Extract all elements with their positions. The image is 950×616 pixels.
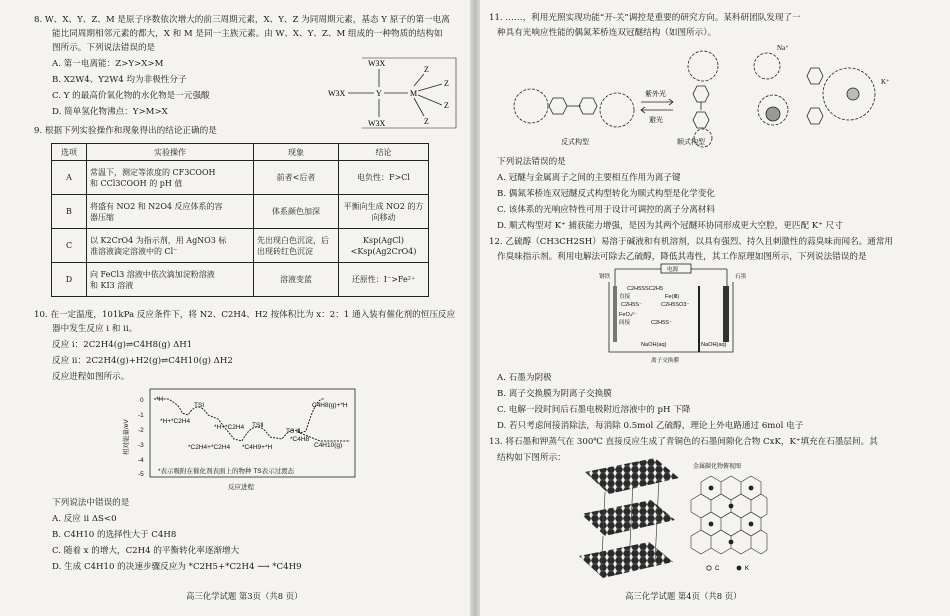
left-page-footer: 高三化学试题 第3页（共8 页） (186, 591, 303, 601)
q8-line1: 8. W、X、Y、Z、M 是原子序数依次增大的前三周期元素，X、Y、Z 为同周期元素，基态 Y 原子的第一电离 (34, 15, 450, 25)
label-ts1: TSⅠ (194, 402, 205, 409)
species-label: Fe(Ⅲ) (665, 294, 680, 300)
cis-caption: 顺式构型 (677, 138, 705, 146)
ytick-label: -5 (138, 471, 144, 478)
row-phenomenon (254, 229, 339, 263)
table-row (52, 161, 429, 195)
legend-k-label: K (745, 566, 750, 572)
op-line: 以 K2CrO4 为指示剂，用 AgNO3 标 (90, 235, 227, 245)
q11-opt-a: A. 冠醚与金属离子之间的主要相互作用为离子键 (497, 173, 681, 183)
header-conclusion: 结论 (339, 144, 429, 161)
row-conclusion: 还原性：I⁻>Fe²⁺ (339, 263, 429, 297)
y-axis-label: 相对能量/eV (123, 419, 130, 455)
label-h: *H (156, 396, 164, 403)
q10-opt-d: D. 生成 C4H10 的决速步骤反应为 *C2H5+*C2H4 ⟶ *C4H9 (52, 562, 302, 572)
op-line: 器压缩 (90, 212, 114, 222)
q11-line1: 11. ……，利用光照实现功能“开-关”调控是重要的研究方向。某科研团队发现了一 (489, 13, 801, 23)
label-c4h8-h: C4H8(g)+*H (312, 402, 348, 409)
q13-graphite-structure (575, 452, 685, 582)
q11-opt-c: C. 该体系的光响应特性可用于设计可调控的离子分离材料 (497, 205, 715, 215)
table-row (52, 195, 429, 229)
header-operation: 实验操作 (87, 144, 254, 161)
membrane-label: 离子交换膜 (651, 358, 679, 364)
right-electrode-label: 石墨 (735, 274, 747, 280)
species-label: 间接 (619, 320, 631, 326)
left-electrode-label: 钢铁 (599, 274, 611, 280)
op-line: 和 CCl3COOH 的 pH 值 (90, 178, 183, 188)
op-line: 和 KI3 溶液 (90, 280, 134, 290)
k-ion-label: K⁺ (881, 78, 890, 86)
legend-note: *表示吸附在催化剂表面上的物种 TS表示过渡态 (158, 468, 295, 475)
q11-opt-d: D. 顺式构型对 K⁺ 捕获能力增强，是因为其两个冠醚环协同形成更大空腔，更匹配 K⁺ 尺寸 (497, 221, 843, 231)
op-line: 常温下，测定等浓度的 CF3COOH (90, 167, 216, 177)
q10-reaction1: 反应 i：2C2H4(g)⇌C4H8(g) ΔH1 (52, 340, 193, 350)
right-page (475, 0, 950, 616)
q9-table (51, 143, 429, 297)
q11-stem: 下列说法错误的是 (497, 157, 566, 167)
power-label: 电源 (667, 267, 679, 273)
q9-stem: 9. 根据下列实验操作和现象得出的结论正确的是 (34, 126, 217, 136)
q12-line1: 12. 乙硫醇（CH3CH2SH）易溶于碱液和有机溶剂，以具有强烈、持久且刺激性的蒜臭味而闻名。通常用 (489, 237, 894, 247)
q8-line3: 图所示。下列说法错误的是 (52, 43, 156, 53)
row-conclusion: Ksp(AgCl)<Ksp(Ag2CrO4) (339, 229, 429, 263)
q11-opt-b: B. 偶氮苯桥连双冠醚反式构型转化为顺式构型是化学变化 (497, 189, 716, 199)
q12-opt-b: B. 离子交换膜为阴离子交换膜 (497, 389, 612, 399)
q10-reaction3: 反应进程如图所示。 (52, 372, 130, 382)
q8-opt-d: D. 简单氢化物沸点：Y>M>X (52, 107, 168, 117)
k-atom-legend-icon (737, 566, 742, 571)
q10-opt-b: B. C4H10 的选择性大于 C4H8 (52, 530, 177, 540)
table-header-row (52, 144, 429, 161)
ytick-label: 0 (140, 397, 144, 404)
species-label: C2H5SO3⁻ (661, 302, 690, 308)
label-h-c2h4: *H+*C2H4 (160, 418, 191, 425)
ytick-label: -4 (138, 457, 144, 464)
row-conclusion: 平衡向生成 NO2 的方向移动 (339, 195, 429, 229)
label-h-c2h4-b: *H+*C2H4 (214, 424, 245, 431)
na-ion-label: Na⁺ (777, 44, 789, 52)
row-option: B (52, 195, 87, 229)
ytick-label: -3 (138, 442, 144, 449)
q10-line2: 器中发生反应 i 和 ii。 (52, 324, 138, 334)
arrow-top-label: 紫外光 (645, 90, 666, 98)
ph-line: 出现砖红色沉淀 (257, 246, 313, 256)
q10-energy-diagram (110, 385, 360, 495)
struct-z2-label: Z (444, 79, 449, 88)
row-phenomenon: 溶液变蓝 (254, 263, 339, 297)
ph-line: 先出现白色沉淀，后 (257, 235, 329, 245)
label-c4h10: C4H10(g) (314, 442, 343, 449)
q12-opt-d: D. 若只考虑间接消除法，每消除 0.5mol 乙硫醇，理论上外电路通过 6mol 电子 (497, 421, 804, 431)
q8-opt-a: A. 第一电离能：Z>Y>X>M (52, 59, 164, 69)
q8-opt-c: C. Y 的最高价氧化物的水化物是一元强酸 (52, 91, 210, 101)
q12-opt-c: C. 电解一段时间后石墨电极附近溶液中的 pH 下降 (497, 405, 691, 415)
label-c4h8: *C4H8 (290, 436, 310, 443)
row-operation (87, 161, 254, 195)
species-label: C2H5SSC2H5 (627, 286, 664, 292)
trans-caption: 反式构型 (561, 138, 589, 146)
struct-z4-label: Z (424, 117, 429, 126)
c-atom-legend-icon (707, 566, 711, 570)
q11-crown-ether-diagram (509, 40, 899, 148)
q12-opt-a: A. 石墨为阴极 (497, 373, 552, 383)
row-option: D (52, 263, 87, 297)
row-operation (87, 195, 254, 229)
row-operation (87, 229, 254, 263)
row-option: C (52, 229, 87, 263)
q10-opt-a: A. 反应 ii ΔS<0 (52, 514, 117, 524)
table-row (52, 229, 429, 263)
q10-reaction2: 反应 ii：2C2H4(g)+H2(g)⇌C4H10(g) ΔH2 (52, 356, 233, 366)
q10-opt-c: C. 随着 x 的增大，C2H4 的平衡转化率逐渐增大 (52, 546, 240, 556)
x-axis-label: 反应进程 (228, 484, 254, 491)
q13-top-view (687, 460, 771, 576)
row-phenomenon: 体系颜色加深 (254, 195, 339, 229)
row-operation (87, 263, 254, 297)
op-line: 将盛有 NO2 和 N2O4 反应体系的容 (90, 201, 223, 211)
q13-line1: 13. 将石墨和钾蒸气在 300℃ 直接反应生成了青铜色的石墨间隙化合物 CxK，K⁺填充在石墨层间。其 (489, 437, 878, 447)
row-phenomenon: 前者<后者 (254, 161, 339, 195)
struct-y-label: Y (376, 89, 382, 98)
legend-c-label: C (715, 566, 720, 572)
species-label: FeO₄²⁻ (619, 312, 637, 318)
struct-left-label: W3X (328, 89, 346, 98)
q12-line2: 作臭味指示剂。利用电解法可除去乙硫醇，降低其毒性，其工作原理如图所示，下列说法错误的是 (497, 252, 867, 262)
struct-z3-label: Z (444, 101, 449, 110)
table-row (52, 263, 429, 297)
left-solution-label: NaOH(aq) (641, 342, 667, 348)
struct-m-label: M (410, 89, 418, 98)
ytick-label: -1 (138, 412, 144, 419)
struct-top-label: W3X (368, 59, 386, 68)
q12-electrolysis-diagram (599, 262, 759, 366)
q8-line2: 能比同周期相邻元素的都大，X 和 M 是同一主族元素。由 W、X、Y、Z、M 组成的一种物质的结构如 (52, 29, 443, 39)
label-c4h9-h: *C4H9+*H (242, 444, 273, 451)
label-c2h4-c2h4: *C2H4+*C2H4 (188, 444, 231, 451)
right-page-footer: 高三化学试题 第4页（共8 页） (625, 591, 742, 601)
q13-line2: 结构如下图所示： (497, 453, 566, 463)
species-label: C2H5S⁻ (621, 302, 642, 308)
species-label: 直接 (619, 294, 631, 300)
right-solution-label: NaOH(aq) (701, 342, 727, 348)
label-ts2: TSⅡ (252, 422, 264, 429)
q8-opt-b: B. X2W4、Y2W4 均为非极性分子 (52, 75, 187, 85)
struct-z1-label: Z (424, 65, 429, 74)
label-ts3: TS Ⅲ (286, 428, 301, 435)
arrow-bottom-label: 避光 (649, 116, 663, 124)
q10-line1: 10. 在一定温度，101kPa 反应条件下，将 N2、C2H4、H2 按体积比为 x：2：1 通入装有催化剂的恒压反应 (34, 310, 456, 320)
header-option: 选项 (52, 144, 87, 161)
row-conclusion: 电负性：F>Cl (339, 161, 429, 195)
op-line: 向 FeCl3 溶液中依次滴加淀粉溶液 (90, 269, 215, 279)
op-line: 准溶液滴定溶液中的 Cl⁻ (90, 246, 178, 256)
q8-structure-diagram (328, 56, 468, 130)
struct-bottom-label: W3X (368, 119, 386, 128)
row-option: A (52, 161, 87, 195)
q11-line2: 种具有光响应性能的偶氮苯桥连双冠醚结构（如图所示）。 (497, 28, 717, 38)
ytick-label: -2 (138, 427, 144, 434)
species-label: C2H5S⁻ (651, 320, 672, 326)
q10-stem2: 下列说法中错误的是 (52, 498, 130, 508)
top-view-title: 金属碳化物俯视图 (693, 464, 742, 470)
header-phenomenon: 现象 (254, 144, 339, 161)
